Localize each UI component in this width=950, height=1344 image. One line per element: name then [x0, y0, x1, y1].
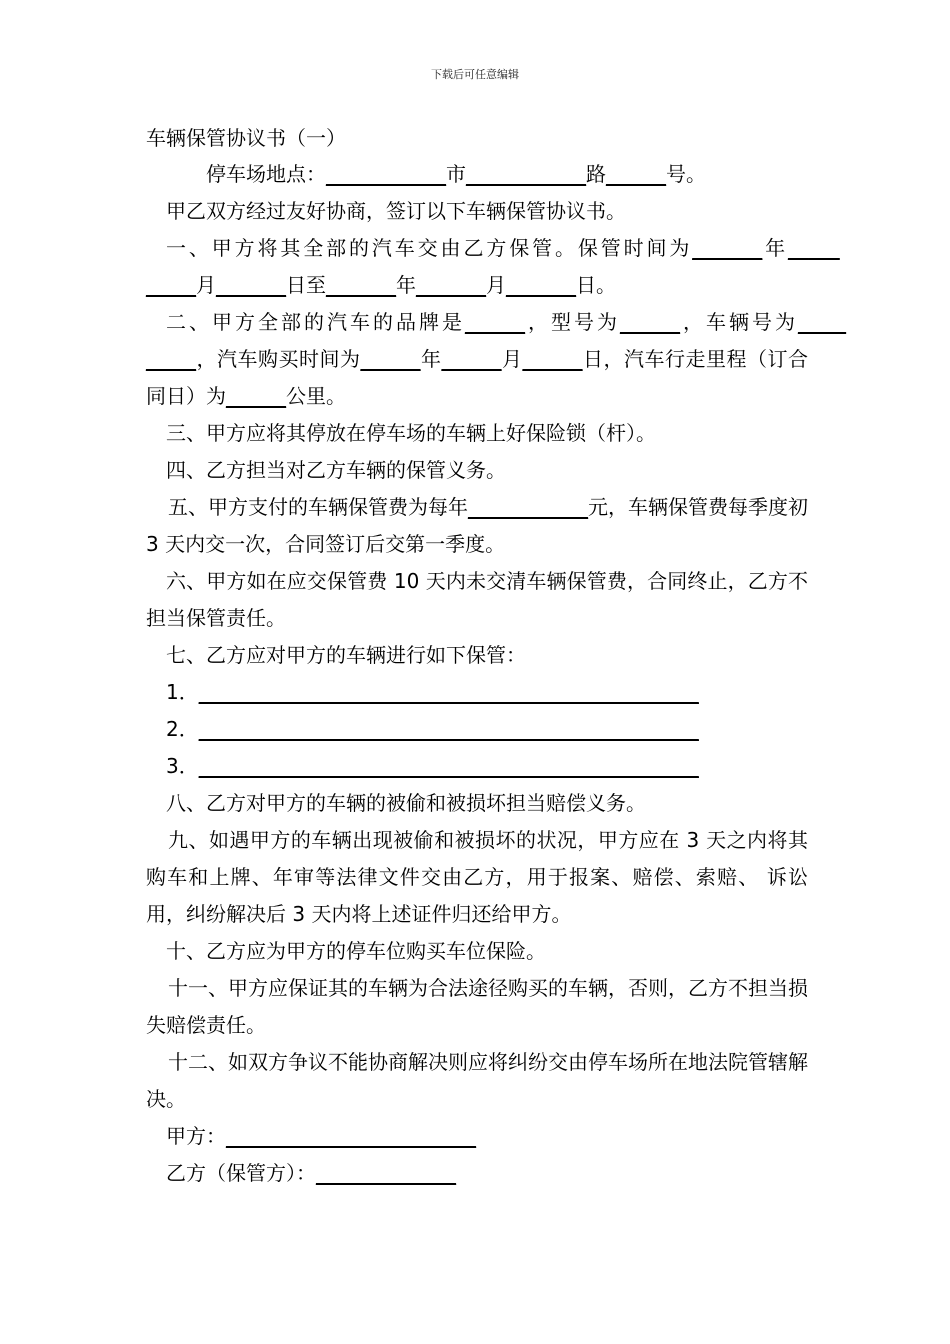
blank-field: __ _____	[146, 236, 840, 297]
blank-field: ____________	[466, 162, 586, 186]
clause-text: 公里。	[286, 384, 346, 408]
blank-field: ____________	[326, 162, 446, 186]
clause-text: 甲乙双方经过友好协商，签订以下车辆保管协议书。	[166, 199, 626, 223]
clause-text: ，型号为	[525, 310, 620, 334]
clause-text: 停车场地点：	[206, 162, 326, 186]
blank-field: _______	[416, 273, 486, 297]
clause-text: 年	[762, 236, 789, 260]
clause-text: 3．	[166, 754, 199, 778]
clause-paragraph	[146, 822, 808, 933]
clause-paragraph	[146, 193, 808, 230]
blank-field: _________________________	[226, 1124, 476, 1148]
clause-text: 四、乙方担当对乙方车辆的保管义务。	[166, 458, 506, 482]
clause-text: 五、甲方支付的车辆保管费为每年	[168, 495, 468, 519]
clause-paragraph	[146, 156, 808, 193]
clause-text: 六、甲方如在应交保管费 10 天内未交清车辆保管费，合同终止，乙方不担当保管责任。	[146, 569, 808, 630]
clause-paragraph	[146, 711, 808, 748]
clause-text: 日至	[286, 273, 326, 297]
clause-paragraph	[146, 1044, 808, 1118]
clause-paragraph	[146, 1155, 808, 1192]
clause-paragraph	[146, 230, 840, 304]
clause-text: 三、甲方应将其停放在停车场的车辆上好保险锁（杆）。	[166, 421, 656, 445]
clause-text: 八、乙方对甲方的车辆的被偷和被损坏担当赔偿义务。	[166, 791, 646, 815]
blank-field: _ _____	[146, 310, 847, 371]
clause-paragraph	[146, 785, 808, 822]
clause-text: 月	[486, 273, 506, 297]
clause-paragraph	[146, 489, 815, 563]
clause-paragraph	[146, 415, 808, 452]
clause-paragraph	[146, 637, 808, 674]
clause-text: 九、如遇甲方的车辆出现被偷和被损坏的状况，甲方应在 3 天之内将其购车和上牌、年审等法律文件交由乙方，用于报案、赔偿、索赔、 诉讼用，纠纷解决后 3 天内将上述证件归还给甲方。	[146, 828, 808, 926]
blank-field: ______	[441, 347, 502, 371]
clause-text: 十一、甲方应保证其的车辆为合法途径购买的车辆，否则，乙方不担当损失赔偿责任。	[146, 976, 808, 1037]
blank-field: ______________	[316, 1161, 456, 1185]
blank-field: ______	[360, 347, 421, 371]
clause-paragraph	[146, 748, 808, 785]
document-title: 车辆保管协议书（一）	[146, 126, 346, 150]
clause-paragraph	[146, 304, 847, 415]
clause-paragraph	[146, 970, 808, 1044]
blank-field: ____________	[468, 495, 588, 519]
clause-text: 一、甲方将其全部的汽车交由乙方保管。保管时间为	[166, 236, 693, 260]
blank-field: _______	[216, 273, 286, 297]
blank-field: ______	[226, 384, 286, 408]
blank-field: ______	[620, 310, 680, 334]
clause-text: 日，汽车行走里程（订合同日）为	[146, 347, 808, 408]
clause-text: 年	[420, 347, 442, 371]
clause-text: 月	[196, 273, 216, 297]
clause-text: 日。	[576, 273, 616, 297]
clause-text: 1．	[166, 680, 199, 704]
clause-text: 月	[501, 347, 523, 371]
blank-field: ______	[606, 162, 666, 186]
clause-text: ，车辆号为	[680, 310, 798, 334]
blank-field: __________________________________________________	[198, 717, 699, 741]
clause-paragraph	[146, 563, 808, 637]
clause-paragraph	[146, 452, 808, 489]
page-header: 下载后可任意编辑	[431, 68, 519, 81]
clause-text: 2．	[166, 717, 199, 741]
clause-text: 二、甲方全部的汽车的品牌是	[166, 310, 465, 334]
clause-text: 号。	[666, 162, 706, 186]
clause-text: ，汽车购买时间为	[196, 347, 361, 371]
clause-paragraph	[146, 933, 808, 970]
blank-field: _______	[326, 273, 396, 297]
blank-field: ______	[522, 347, 583, 371]
clause-paragraph	[146, 1118, 808, 1155]
clause-text: 十、乙方应为甲方的停车位购买车位保险。	[166, 939, 546, 963]
blank-field: __________________________________________________	[198, 754, 699, 778]
clause-text: 市	[446, 162, 466, 186]
clause-text: 乙方（保管方）：	[166, 1161, 316, 1185]
clause-text: 十二、如双方争议不能协商解决则应将纠纷交由停车场所在地法院管辖解决。	[146, 1050, 808, 1111]
blank-field: _______	[692, 236, 763, 260]
clause-text: 元，车辆保管费每季度初 3 天内交一次，合同签订后交第一季度。	[146, 495, 815, 556]
clause-text: 路	[586, 162, 606, 186]
clause-text: 年	[396, 273, 416, 297]
clause-paragraph	[146, 674, 808, 711]
blank-field: ______	[465, 310, 525, 334]
blank-field: __________________________________________________	[198, 680, 699, 704]
document-body	[146, 156, 847, 1192]
blank-field: _______	[506, 273, 576, 297]
clause-text: 甲方：	[166, 1124, 226, 1148]
clause-text: 七、乙方应对甲方的车辆进行如下保管：	[166, 643, 526, 667]
